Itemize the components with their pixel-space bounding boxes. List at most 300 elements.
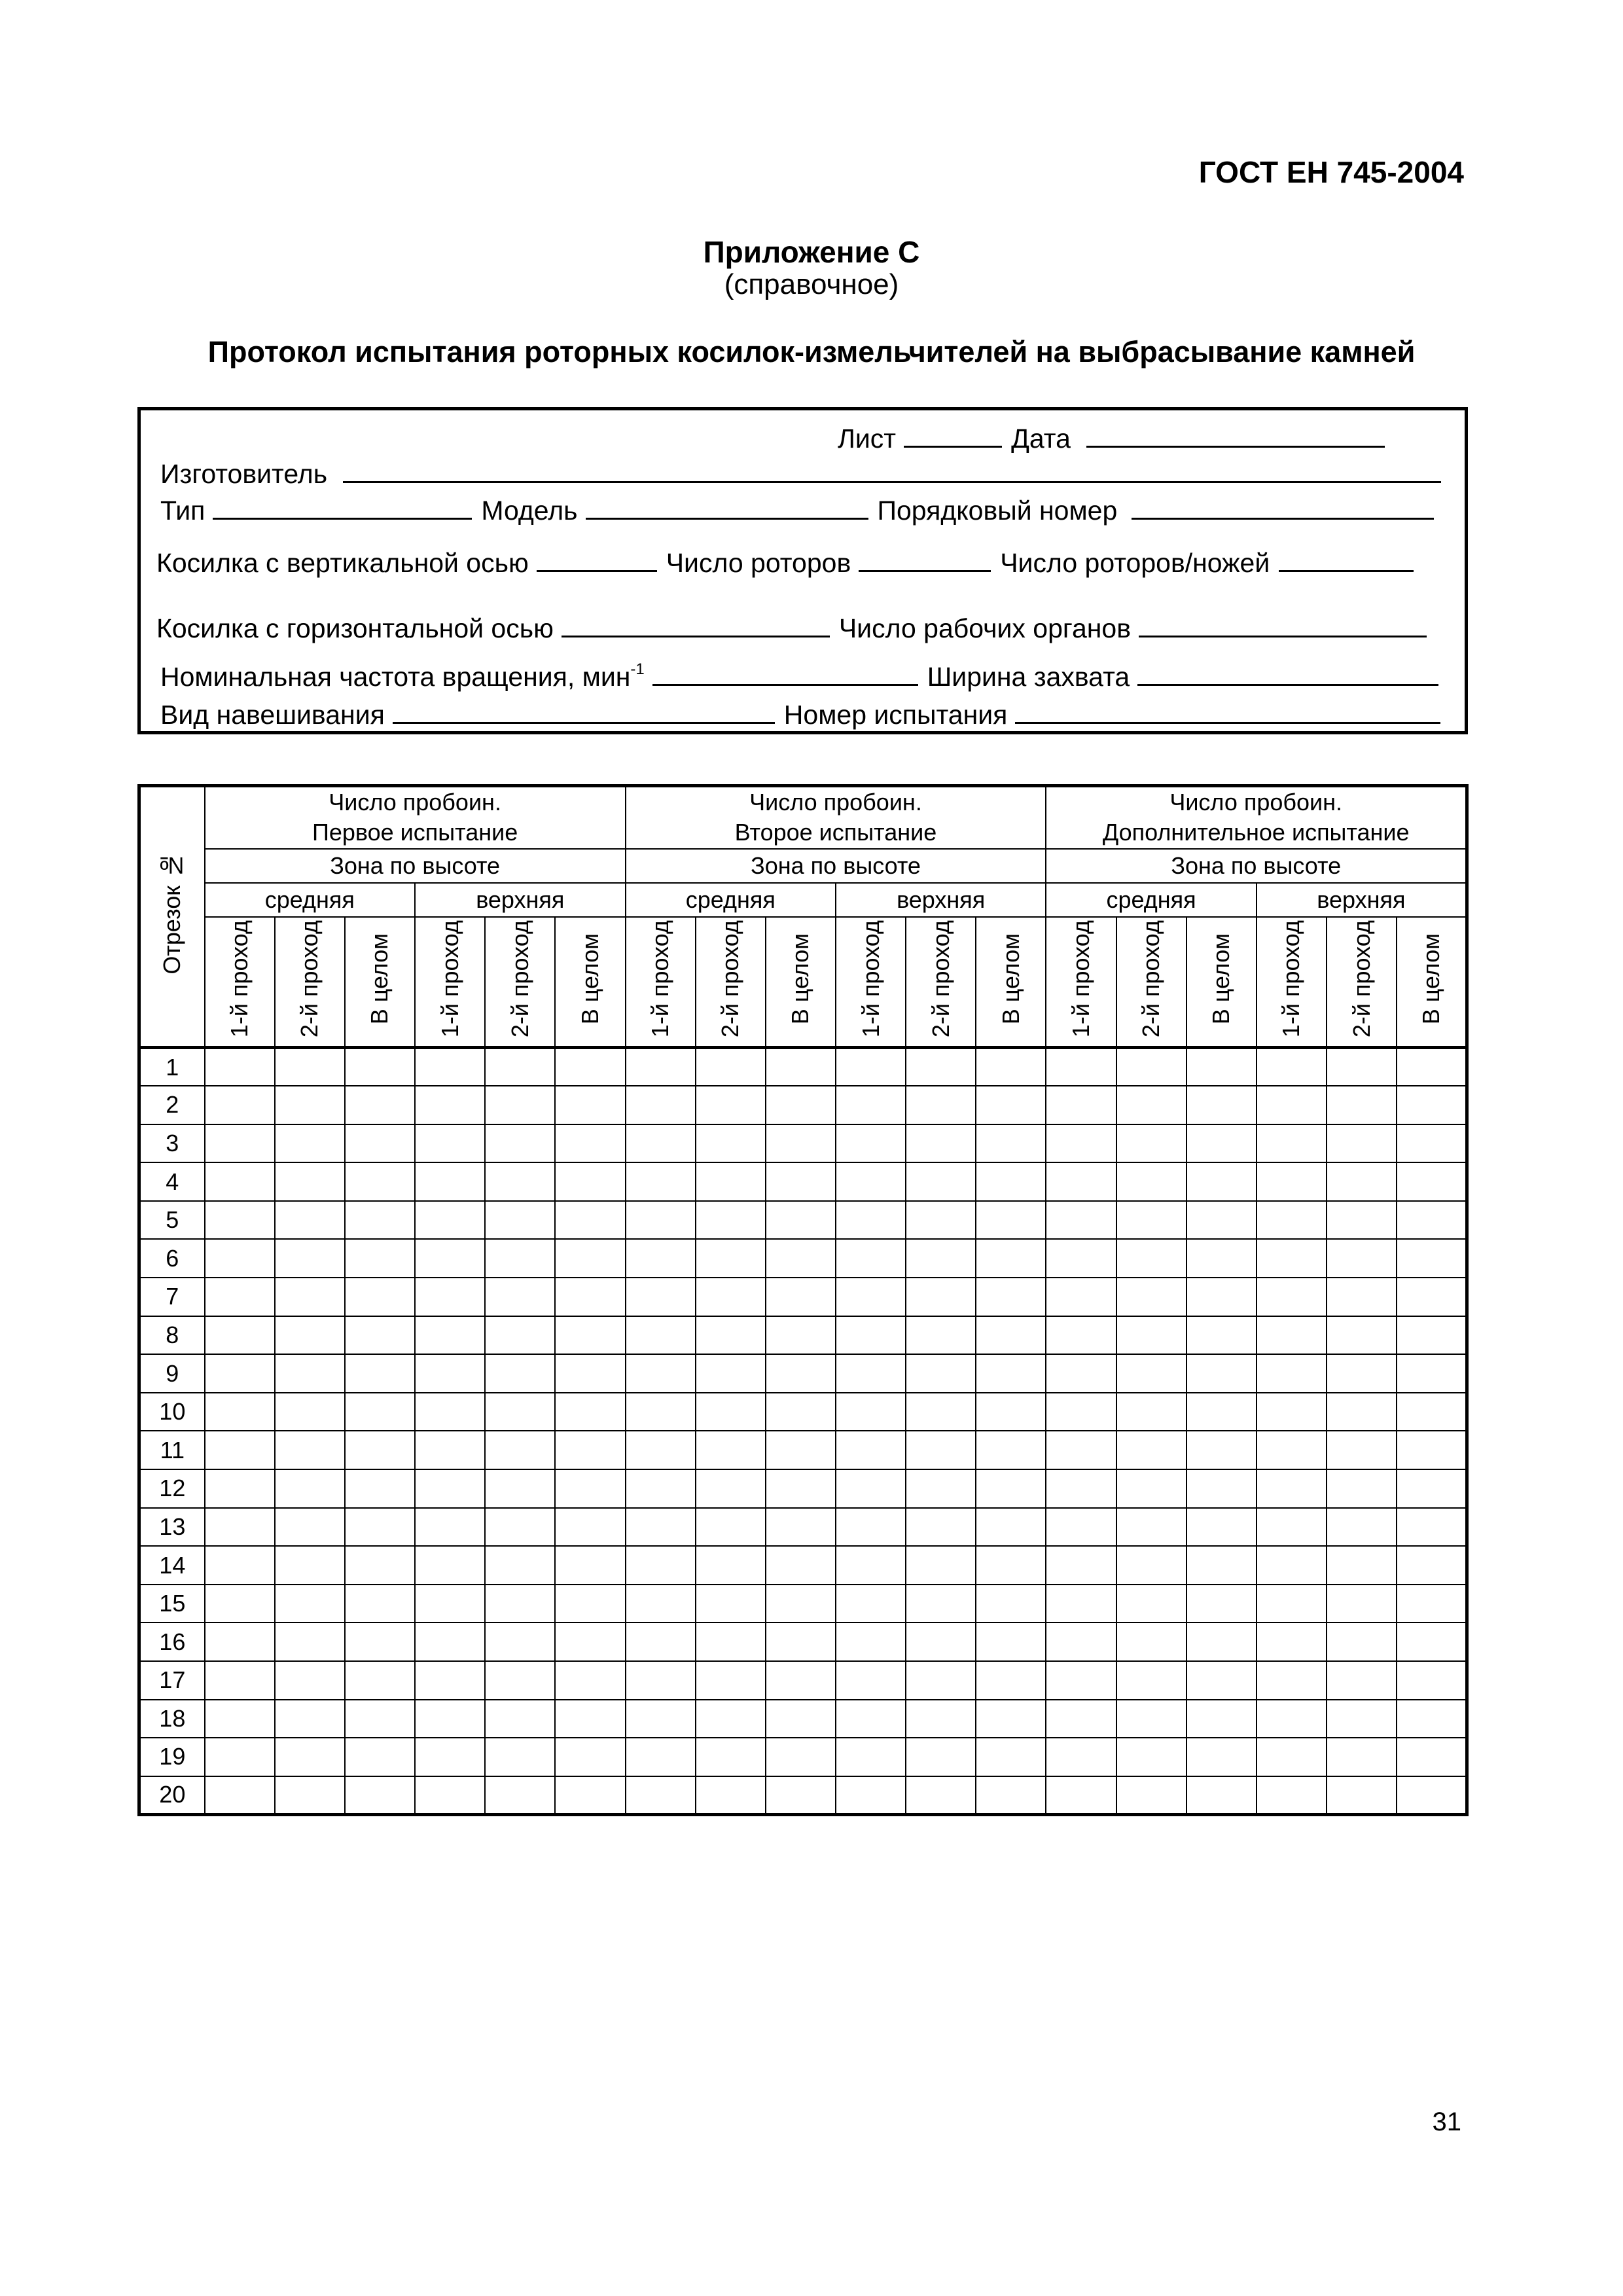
count-cell[interactable] — [1046, 1469, 1116, 1508]
count-cell[interactable] — [1327, 1086, 1397, 1124]
manufacturer-field[interactable] — [343, 456, 1441, 483]
count-cell[interactable] — [626, 1048, 696, 1086]
count-cell[interactable] — [1257, 1086, 1327, 1124]
count-cell[interactable] — [1257, 1738, 1327, 1776]
count-cell[interactable] — [345, 1469, 415, 1508]
count-cell[interactable] — [485, 1086, 555, 1124]
count-cell[interactable] — [1257, 1239, 1327, 1278]
count-cell[interactable] — [1116, 1316, 1186, 1355]
count-cell[interactable] — [906, 1048, 976, 1086]
count-cell[interactable] — [275, 1431, 345, 1469]
count-cell[interactable] — [626, 1278, 696, 1316]
count-cell[interactable] — [906, 1623, 976, 1661]
count-cell[interactable] — [555, 1316, 625, 1355]
count-cell[interactable] — [1046, 1354, 1116, 1393]
count-cell[interactable] — [1327, 1469, 1397, 1508]
count-cell[interactable] — [766, 1546, 836, 1585]
count-cell[interactable] — [1046, 1661, 1116, 1700]
count-cell[interactable] — [555, 1278, 625, 1316]
count-cell[interactable] — [1327, 1278, 1397, 1316]
count-cell[interactable] — [836, 1738, 906, 1776]
count-cell[interactable] — [415, 1661, 485, 1700]
count-cell[interactable] — [906, 1776, 976, 1815]
count-cell[interactable] — [485, 1738, 555, 1776]
count-cell[interactable] — [906, 1431, 976, 1469]
count-cell[interactable] — [1186, 1393, 1257, 1431]
count-cell[interactable] — [976, 1546, 1046, 1585]
count-cell[interactable] — [415, 1776, 485, 1815]
count-cell[interactable] — [1046, 1278, 1116, 1316]
count-cell[interactable] — [555, 1738, 625, 1776]
count-cell[interactable] — [205, 1048, 275, 1086]
count-cell[interactable] — [205, 1124, 275, 1163]
count-cell[interactable] — [1257, 1661, 1327, 1700]
count-cell[interactable] — [1327, 1700, 1397, 1738]
count-cell[interactable] — [345, 1393, 415, 1431]
count-cell[interactable] — [1116, 1585, 1186, 1623]
count-cell[interactable] — [345, 1201, 415, 1240]
count-cell[interactable] — [766, 1585, 836, 1623]
count-cell[interactable] — [345, 1316, 415, 1355]
count-cell[interactable] — [485, 1393, 555, 1431]
count-cell[interactable] — [1257, 1278, 1327, 1316]
count-cell[interactable] — [275, 1661, 345, 1700]
count-cell[interactable] — [1257, 1623, 1327, 1661]
count-cell[interactable] — [1046, 1201, 1116, 1240]
count-cell[interactable] — [906, 1354, 976, 1393]
count-cell[interactable] — [345, 1546, 415, 1585]
count-cell[interactable] — [415, 1124, 485, 1163]
count-cell[interactable] — [836, 1508, 906, 1547]
count-cell[interactable] — [1327, 1048, 1397, 1086]
count-cell[interactable] — [766, 1661, 836, 1700]
count-cell[interactable] — [696, 1354, 766, 1393]
count-cell[interactable] — [1186, 1546, 1257, 1585]
count-cell[interactable] — [626, 1585, 696, 1623]
count-cell[interactable] — [696, 1469, 766, 1508]
count-cell[interactable] — [766, 1776, 836, 1815]
count-cell[interactable] — [205, 1278, 275, 1316]
count-cell[interactable] — [1116, 1623, 1186, 1661]
count-cell[interactable] — [415, 1393, 485, 1431]
count-cell[interactable] — [906, 1393, 976, 1431]
count-cell[interactable] — [976, 1738, 1046, 1776]
count-cell[interactable] — [275, 1354, 345, 1393]
count-cell[interactable] — [626, 1393, 696, 1431]
count-cell[interactable] — [555, 1201, 625, 1240]
count-cell[interactable] — [1327, 1431, 1397, 1469]
count-cell[interactable] — [626, 1086, 696, 1124]
count-cell[interactable] — [906, 1700, 976, 1738]
count-cell[interactable] — [555, 1048, 625, 1086]
count-cell[interactable] — [1046, 1585, 1116, 1623]
count-cell[interactable] — [626, 1124, 696, 1163]
count-cell[interactable] — [275, 1546, 345, 1585]
count-cell[interactable] — [976, 1776, 1046, 1815]
count-cell[interactable] — [345, 1738, 415, 1776]
count-cell[interactable] — [1397, 1623, 1467, 1661]
count-cell[interactable] — [766, 1162, 836, 1201]
count-cell[interactable] — [836, 1585, 906, 1623]
count-cell[interactable] — [1257, 1508, 1327, 1547]
count-cell[interactable] — [836, 1661, 906, 1700]
count-cell[interactable] — [415, 1162, 485, 1201]
count-cell[interactable] — [1186, 1316, 1257, 1355]
count-cell[interactable] — [205, 1431, 275, 1469]
count-cell[interactable] — [275, 1738, 345, 1776]
count-cell[interactable] — [836, 1354, 906, 1393]
count-cell[interactable] — [1046, 1086, 1116, 1124]
count-cell[interactable] — [906, 1585, 976, 1623]
count-cell[interactable] — [485, 1201, 555, 1240]
count-cell[interactable] — [345, 1162, 415, 1201]
count-cell[interactable] — [205, 1316, 275, 1355]
count-cell[interactable] — [1397, 1124, 1467, 1163]
count-cell[interactable] — [766, 1431, 836, 1469]
count-cell[interactable] — [1397, 1048, 1467, 1086]
count-cell[interactable] — [1397, 1469, 1467, 1508]
count-cell[interactable] — [205, 1162, 275, 1201]
count-cell[interactable] — [976, 1431, 1046, 1469]
count-cell[interactable] — [1046, 1738, 1116, 1776]
count-cell[interactable] — [1327, 1585, 1397, 1623]
count-cell[interactable] — [1327, 1316, 1397, 1355]
count-cell[interactable] — [485, 1278, 555, 1316]
count-cell[interactable] — [836, 1700, 906, 1738]
count-cell[interactable] — [1046, 1393, 1116, 1431]
count-cell[interactable] — [1397, 1354, 1467, 1393]
horizontal-axis-field[interactable] — [562, 611, 830, 637]
count-cell[interactable] — [1186, 1738, 1257, 1776]
count-cell[interactable] — [1397, 1661, 1467, 1700]
count-cell[interactable] — [345, 1776, 415, 1815]
count-cell[interactable] — [1257, 1431, 1327, 1469]
count-cell[interactable] — [976, 1048, 1046, 1086]
count-cell[interactable] — [1116, 1508, 1186, 1547]
count-cell[interactable] — [345, 1354, 415, 1393]
count-cell[interactable] — [415, 1546, 485, 1585]
model-field[interactable] — [586, 493, 868, 520]
count-cell[interactable] — [485, 1239, 555, 1278]
count-cell[interactable] — [415, 1469, 485, 1508]
count-cell[interactable] — [1046, 1776, 1116, 1815]
count-cell[interactable] — [1116, 1661, 1186, 1700]
count-cell[interactable] — [345, 1239, 415, 1278]
count-cell[interactable] — [696, 1239, 766, 1278]
count-cell[interactable] — [1327, 1738, 1397, 1776]
sheet-field[interactable] — [904, 421, 1002, 448]
count-cell[interactable] — [696, 1278, 766, 1316]
count-cell[interactable] — [626, 1661, 696, 1700]
count-cell[interactable] — [415, 1585, 485, 1623]
count-cell[interactable] — [1257, 1700, 1327, 1738]
count-cell[interactable] — [415, 1239, 485, 1278]
count-cell[interactable] — [345, 1048, 415, 1086]
rotation-speed-field[interactable] — [652, 659, 918, 686]
count-cell[interactable] — [1257, 1162, 1327, 1201]
count-cell[interactable] — [976, 1239, 1046, 1278]
count-cell[interactable] — [696, 1162, 766, 1201]
count-cell[interactable] — [1046, 1048, 1116, 1086]
count-cell[interactable] — [836, 1278, 906, 1316]
count-cell[interactable] — [766, 1201, 836, 1240]
count-cell[interactable] — [1327, 1546, 1397, 1585]
count-cell[interactable] — [836, 1316, 906, 1355]
count-cell[interactable] — [415, 1431, 485, 1469]
mounting-field[interactable] — [393, 697, 775, 724]
count-cell[interactable] — [1327, 1393, 1397, 1431]
count-cell[interactable] — [1116, 1124, 1186, 1163]
count-cell[interactable] — [836, 1469, 906, 1508]
count-cell[interactable] — [696, 1738, 766, 1776]
count-cell[interactable] — [696, 1585, 766, 1623]
count-cell[interactable] — [415, 1086, 485, 1124]
count-cell[interactable] — [205, 1469, 275, 1508]
count-cell[interactable] — [1327, 1162, 1397, 1201]
count-cell[interactable] — [555, 1124, 625, 1163]
count-cell[interactable] — [275, 1623, 345, 1661]
count-cell[interactable] — [976, 1278, 1046, 1316]
count-cell[interactable] — [555, 1585, 625, 1623]
count-cell[interactable] — [696, 1546, 766, 1585]
count-cell[interactable] — [696, 1776, 766, 1815]
count-cell[interactable] — [205, 1354, 275, 1393]
count-cell[interactable] — [205, 1086, 275, 1124]
count-cell[interactable] — [415, 1623, 485, 1661]
count-cell[interactable] — [976, 1124, 1046, 1163]
count-cell[interactable] — [1116, 1393, 1186, 1431]
count-cell[interactable] — [976, 1354, 1046, 1393]
count-cell[interactable] — [836, 1124, 906, 1163]
count-cell[interactable] — [555, 1623, 625, 1661]
count-cell[interactable] — [1397, 1162, 1467, 1201]
count-cell[interactable] — [836, 1048, 906, 1086]
count-cell[interactable] — [1186, 1278, 1257, 1316]
count-cell[interactable] — [275, 1086, 345, 1124]
count-cell[interactable] — [1397, 1393, 1467, 1431]
date-field[interactable] — [1086, 421, 1385, 448]
count-cell[interactable] — [1046, 1316, 1116, 1355]
count-cell[interactable] — [275, 1585, 345, 1623]
count-cell[interactable] — [485, 1508, 555, 1547]
count-cell[interactable] — [836, 1623, 906, 1661]
count-cell[interactable] — [1257, 1469, 1327, 1508]
count-cell[interactable] — [906, 1738, 976, 1776]
count-cell[interactable] — [275, 1469, 345, 1508]
count-cell[interactable] — [766, 1623, 836, 1661]
count-cell[interactable] — [836, 1776, 906, 1815]
count-cell[interactable] — [485, 1546, 555, 1585]
count-cell[interactable] — [1327, 1201, 1397, 1240]
count-cell[interactable] — [766, 1508, 836, 1547]
count-cell[interactable] — [1327, 1623, 1397, 1661]
count-cell[interactable] — [1186, 1354, 1257, 1393]
count-cell[interactable] — [1186, 1469, 1257, 1508]
count-cell[interactable] — [485, 1700, 555, 1738]
count-cell[interactable] — [626, 1316, 696, 1355]
count-cell[interactable] — [626, 1700, 696, 1738]
count-cell[interactable] — [485, 1354, 555, 1393]
count-cell[interactable] — [1186, 1661, 1257, 1700]
count-cell[interactable] — [1186, 1776, 1257, 1815]
count-cell[interactable] — [1257, 1201, 1327, 1240]
count-cell[interactable] — [766, 1086, 836, 1124]
count-cell[interactable] — [1186, 1508, 1257, 1547]
count-cell[interactable] — [345, 1623, 415, 1661]
serial-number-field[interactable] — [1132, 493, 1434, 520]
count-cell[interactable] — [766, 1393, 836, 1431]
count-cell[interactable] — [1186, 1700, 1257, 1738]
count-cell[interactable] — [485, 1431, 555, 1469]
count-cell[interactable] — [766, 1239, 836, 1278]
count-cell[interactable] — [485, 1162, 555, 1201]
count-cell[interactable] — [345, 1086, 415, 1124]
count-cell[interactable] — [1397, 1546, 1467, 1585]
count-cell[interactable] — [696, 1124, 766, 1163]
count-cell[interactable] — [275, 1393, 345, 1431]
count-cell[interactable] — [906, 1162, 976, 1201]
count-cell[interactable] — [1186, 1124, 1257, 1163]
count-cell[interactable] — [1257, 1316, 1327, 1355]
count-cell[interactable] — [275, 1239, 345, 1278]
count-cell[interactable] — [485, 1585, 555, 1623]
count-cell[interactable] — [626, 1546, 696, 1585]
count-cell[interactable] — [906, 1661, 976, 1700]
count-cell[interactable] — [555, 1469, 625, 1508]
count-cell[interactable] — [696, 1048, 766, 1086]
count-cell[interactable] — [205, 1393, 275, 1431]
count-cell[interactable] — [1327, 1239, 1397, 1278]
count-cell[interactable] — [766, 1354, 836, 1393]
count-cell[interactable] — [1327, 1776, 1397, 1815]
count-cell[interactable] — [836, 1162, 906, 1201]
count-cell[interactable] — [626, 1776, 696, 1815]
count-cell[interactable] — [1046, 1124, 1116, 1163]
count-cell[interactable] — [275, 1201, 345, 1240]
count-cell[interactable] — [1397, 1700, 1467, 1738]
count-cell[interactable] — [1257, 1393, 1327, 1431]
count-cell[interactable] — [976, 1585, 1046, 1623]
count-cell[interactable] — [275, 1776, 345, 1815]
count-cell[interactable] — [1257, 1776, 1327, 1815]
count-cell[interactable] — [626, 1738, 696, 1776]
count-cell[interactable] — [205, 1661, 275, 1700]
count-cell[interactable] — [415, 1700, 485, 1738]
count-cell[interactable] — [415, 1316, 485, 1355]
count-cell[interactable] — [976, 1201, 1046, 1240]
count-cell[interactable] — [1397, 1431, 1467, 1469]
count-cell[interactable] — [555, 1431, 625, 1469]
count-cell[interactable] — [205, 1201, 275, 1240]
count-cell[interactable] — [1257, 1354, 1327, 1393]
count-cell[interactable] — [906, 1469, 976, 1508]
count-cell[interactable] — [275, 1316, 345, 1355]
count-cell[interactable] — [1327, 1354, 1397, 1393]
count-cell[interactable] — [976, 1316, 1046, 1355]
count-cell[interactable] — [1257, 1124, 1327, 1163]
count-cell[interactable] — [1257, 1585, 1327, 1623]
count-cell[interactable] — [1046, 1431, 1116, 1469]
count-cell[interactable] — [626, 1162, 696, 1201]
rotors-knives-field[interactable] — [1279, 545, 1414, 572]
count-cell[interactable] — [275, 1508, 345, 1547]
count-cell[interactable] — [1186, 1086, 1257, 1124]
count-cell[interactable] — [836, 1086, 906, 1124]
count-cell[interactable] — [906, 1316, 976, 1355]
count-cell[interactable] — [555, 1239, 625, 1278]
count-cell[interactable] — [1046, 1239, 1116, 1278]
count-cell[interactable] — [555, 1393, 625, 1431]
count-cell[interactable] — [1327, 1124, 1397, 1163]
count-cell[interactable] — [1116, 1776, 1186, 1815]
count-cell[interactable] — [555, 1776, 625, 1815]
count-cell[interactable] — [696, 1316, 766, 1355]
count-cell[interactable] — [906, 1278, 976, 1316]
count-cell[interactable] — [1046, 1700, 1116, 1738]
count-cell[interactable] — [345, 1278, 415, 1316]
count-cell[interactable] — [345, 1124, 415, 1163]
count-cell[interactable] — [1186, 1585, 1257, 1623]
count-cell[interactable] — [1327, 1508, 1397, 1547]
count-cell[interactable] — [1116, 1162, 1186, 1201]
test-number-field[interactable] — [1015, 697, 1440, 724]
count-cell[interactable] — [485, 1048, 555, 1086]
count-cell[interactable] — [485, 1124, 555, 1163]
count-cell[interactable] — [1116, 1431, 1186, 1469]
count-cell[interactable] — [555, 1354, 625, 1393]
count-cell[interactable] — [1116, 1546, 1186, 1585]
count-cell[interactable] — [1116, 1048, 1186, 1086]
count-cell[interactable] — [906, 1239, 976, 1278]
count-cell[interactable] — [696, 1623, 766, 1661]
count-cell[interactable] — [485, 1661, 555, 1700]
count-cell[interactable] — [766, 1278, 836, 1316]
count-cell[interactable] — [345, 1661, 415, 1700]
vertical-axis-field[interactable] — [537, 545, 657, 572]
count-cell[interactable] — [766, 1738, 836, 1776]
count-cell[interactable] — [906, 1086, 976, 1124]
count-cell[interactable] — [485, 1316, 555, 1355]
count-cell[interactable] — [1186, 1201, 1257, 1240]
count-cell[interactable] — [275, 1700, 345, 1738]
count-cell[interactable] — [976, 1086, 1046, 1124]
count-cell[interactable] — [1116, 1469, 1186, 1508]
count-cell[interactable] — [836, 1546, 906, 1585]
rotors-count-field[interactable] — [859, 545, 991, 572]
count-cell[interactable] — [555, 1661, 625, 1700]
count-cell[interactable] — [1397, 1201, 1467, 1240]
count-cell[interactable] — [1116, 1278, 1186, 1316]
count-cell[interactable] — [1397, 1508, 1467, 1547]
count-cell[interactable] — [415, 1508, 485, 1547]
count-cell[interactable] — [1397, 1316, 1467, 1355]
count-cell[interactable] — [205, 1546, 275, 1585]
count-cell[interactable] — [415, 1278, 485, 1316]
count-cell[interactable] — [205, 1623, 275, 1661]
count-cell[interactable] — [976, 1469, 1046, 1508]
count-cell[interactable] — [766, 1316, 836, 1355]
count-cell[interactable] — [906, 1546, 976, 1585]
count-cell[interactable] — [1116, 1738, 1186, 1776]
count-cell[interactable] — [906, 1508, 976, 1547]
count-cell[interactable] — [345, 1508, 415, 1547]
count-cell[interactable] — [1046, 1623, 1116, 1661]
count-cell[interactable] — [766, 1124, 836, 1163]
count-cell[interactable] — [626, 1469, 696, 1508]
count-cell[interactable] — [345, 1700, 415, 1738]
count-cell[interactable] — [1397, 1086, 1467, 1124]
count-cell[interactable] — [275, 1048, 345, 1086]
